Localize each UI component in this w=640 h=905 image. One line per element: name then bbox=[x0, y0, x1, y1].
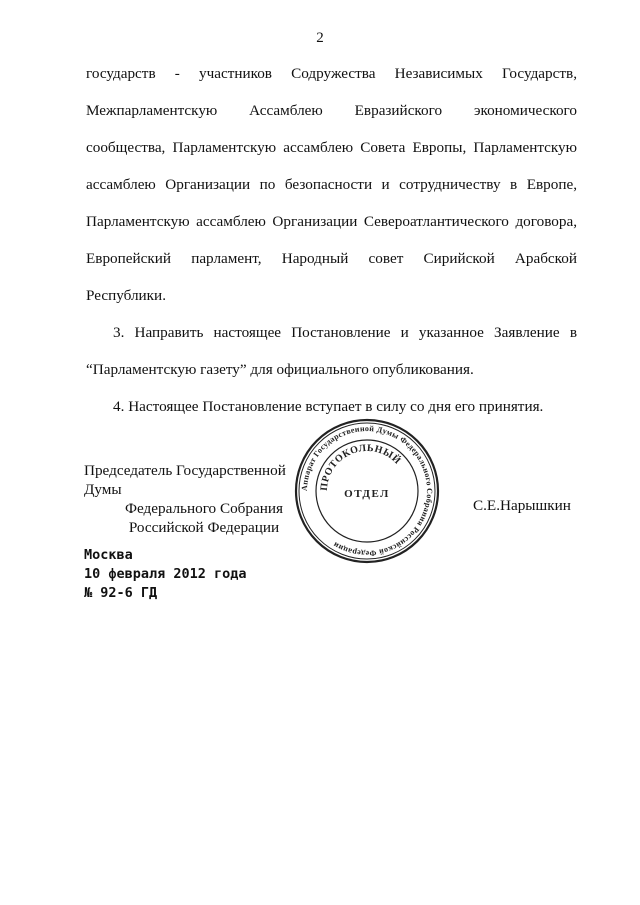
signatory-title bbox=[84, 461, 324, 537]
seal-inner-text: ПРОТОКОЛЬНЫЙ bbox=[318, 442, 403, 492]
document-footer bbox=[84, 546, 247, 603]
footer-city: Москва bbox=[84, 547, 133, 563]
page-number: 2 bbox=[316, 30, 324, 46]
paragraph-line: государств - участников Содружества Независимых Государств, bbox=[86, 65, 577, 82]
item-3-line: “Парламентскую газету” для официального опубликования. bbox=[86, 361, 474, 378]
signatory-title-line: Председатель Государственной Думы bbox=[84, 462, 286, 498]
paragraph-line: Межпарламентскую Ассамблею Евразийского экономического bbox=[86, 102, 577, 119]
signatory-title-line: Российской Федерации bbox=[128, 519, 280, 536]
paragraph-line: ассамблею Организации по безопасности и сотрудничеству в Европе, bbox=[86, 176, 577, 193]
svg-text:ПРОТОКОЛЬНЫЙ bbox=[319, 443, 404, 492]
document-body bbox=[86, 64, 577, 434]
footer-date: 10 февраля 2012 года bbox=[84, 566, 247, 582]
item-3-line: 3. Направить настоящее Постановление и указанное Заявление в bbox=[113, 324, 577, 341]
item-4: 4. Настоящее Постановление вступает в силу со дня его принятия. bbox=[113, 398, 544, 415]
signatory-title-line: Федерального Собрания bbox=[125, 500, 283, 517]
seal-outer-text: Аппарат Государственной Думы Федерального Собрания Российской Федерации bbox=[299, 423, 435, 559]
paragraph-line: Европейский парламент, Народный совет Сирийской Арабской bbox=[86, 250, 577, 267]
seal-center-text: ОТДЕЛ bbox=[344, 488, 390, 500]
official-seal bbox=[294, 418, 440, 564]
paragraph-line: сообщества, Парламентскую ассамблею Совета Европы, Парламентскую bbox=[86, 139, 577, 156]
paragraph-line: Республики. bbox=[86, 287, 166, 304]
footer-number: № 92-6 ГД bbox=[84, 585, 158, 601]
paragraph-line: Парламентскую ассамблею Организации Североатлантического договора, bbox=[86, 213, 577, 230]
signatory-name: С.Е.Нарышкин bbox=[473, 497, 571, 514]
